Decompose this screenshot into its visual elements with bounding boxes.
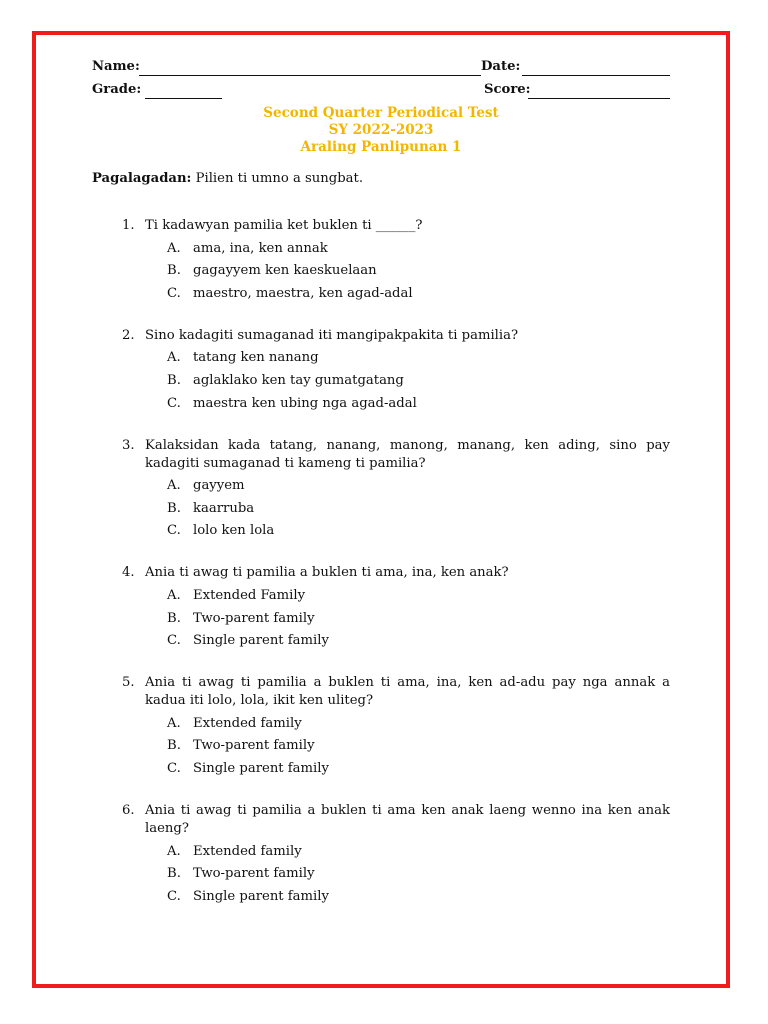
question-number: 3. (122, 437, 135, 453)
option-c[interactable] (92, 285, 670, 303)
question-number: 5. (122, 675, 135, 691)
option-text: Single parent family (193, 633, 329, 649)
option-text: Extended family (193, 843, 302, 859)
score-field[interactable] (528, 98, 670, 99)
instructions (92, 170, 670, 188)
question-3 (92, 437, 670, 541)
instructions-text: Pilien ti umno a sungbat. (195, 171, 364, 186)
option-text: Single parent family (193, 888, 329, 904)
date-field[interactable] (522, 75, 670, 76)
option-letter: C. (167, 888, 181, 904)
option-text: aglaklako ken tay gumatgatang (193, 372, 404, 388)
option-letter: B. (167, 500, 181, 516)
question-number: 6. (122, 802, 135, 818)
option-c[interactable] (92, 760, 670, 778)
question-number: 4. (122, 565, 135, 581)
option-letter: A. (167, 478, 181, 494)
option-c[interactable] (92, 395, 670, 413)
date-label: Date: (481, 59, 521, 74)
question-6 (92, 802, 670, 906)
option-letter: A. (167, 240, 181, 256)
option-b[interactable] (92, 610, 670, 628)
option-a[interactable] (92, 240, 670, 258)
question-text: Ti kadawyan pamilia ket buklen ti ______? (145, 218, 423, 233)
option-text: gagayyem ken kaeskuelaan (193, 263, 377, 279)
option-text: Extended Family (193, 587, 306, 603)
option-a[interactable] (92, 349, 670, 367)
question-5 (92, 674, 670, 778)
option-letter: A. (167, 587, 181, 603)
question-2 (92, 327, 670, 413)
instructions-label: Pagalagadan: (92, 171, 192, 186)
option-text: kaarruba (193, 500, 255, 516)
question-text: Ania ti awag ti pamilia a buklen ti ama, ina, ken anak? (145, 565, 509, 581)
option-letter: B. (167, 263, 181, 279)
question-number: 2. (122, 327, 135, 343)
question-text: Sino kadagiti sumaganad iti mangipakpakita ti pamilia? (145, 327, 519, 343)
option-a[interactable] (92, 843, 670, 861)
option-b[interactable] (92, 737, 670, 755)
option-text: Single parent family (193, 760, 329, 776)
question-list (92, 217, 670, 906)
title-line-2: SY 2022-2023 (328, 122, 434, 138)
test-sheet (92, 58, 670, 906)
header-row-1 (92, 58, 670, 81)
option-letter: C. (167, 395, 181, 411)
option-text: ama, ina, ken annak (193, 240, 328, 256)
option-text: maestra ken ubing nga agad-adal (193, 395, 417, 411)
option-text: lolo ken lola (193, 523, 275, 539)
option-c[interactable] (92, 888, 670, 906)
score-label: Score: (484, 82, 531, 97)
option-text: Extended family (193, 715, 302, 731)
question-text: Kalaksidan kada tatang, nanang, manong, manang, ken ading, sino pay kadagiti sumaganad ti kameng ti pamilia? (145, 437, 670, 471)
option-a[interactable] (92, 477, 670, 495)
title-line-1: Second Quarter Periodical Test (263, 105, 499, 121)
option-letter: B. (167, 372, 181, 388)
question-text: Ania ti awag ti pamilia a buklen ti ama ken anak laeng wenno ina ken anak laeng? (145, 802, 670, 836)
option-c[interactable] (92, 522, 670, 540)
option-a[interactable] (92, 587, 670, 605)
option-letter: C. (167, 285, 181, 301)
option-a[interactable] (92, 715, 670, 733)
option-letter: C. (167, 633, 181, 649)
option-text: maestro, maestra, ken agad-adal (193, 285, 413, 301)
name-field[interactable] (139, 75, 481, 76)
name-label: Name: (92, 59, 140, 74)
option-letter: C. (167, 760, 181, 776)
option-c[interactable] (92, 632, 670, 650)
test-title (92, 105, 670, 156)
header-row-2 (92, 81, 670, 104)
option-letter: A. (167, 843, 181, 859)
option-b[interactable] (92, 865, 670, 883)
option-b[interactable] (92, 372, 670, 390)
question-1 (92, 217, 670, 303)
grade-label: Grade: (92, 82, 142, 97)
title-line-3: Araling Panlipunan 1 (300, 139, 462, 155)
question-number: 1. (122, 218, 135, 233)
option-text: gayyem (193, 478, 245, 494)
option-letter: A. (167, 715, 181, 731)
grade-field[interactable] (145, 98, 222, 99)
option-text: Two-parent family (193, 866, 315, 882)
option-letter: B. (167, 610, 181, 626)
option-b[interactable] (92, 500, 670, 518)
option-b[interactable] (92, 262, 670, 280)
option-letter: A. (167, 350, 181, 366)
option-letter: B. (167, 738, 181, 754)
option-text: Two-parent family (193, 738, 315, 754)
question-4 (92, 564, 670, 650)
option-text: Two-parent family (193, 610, 315, 626)
option-text: tatang ken nanang (193, 350, 319, 366)
option-letter: C. (167, 523, 181, 539)
question-text: Ania ti awag ti pamilia a buklen ti ama, ina, ken ad-adu pay nga annak a kadua iti lolo, lola, ikit ken uliteg? (145, 675, 670, 709)
option-letter: B. (167, 866, 181, 882)
